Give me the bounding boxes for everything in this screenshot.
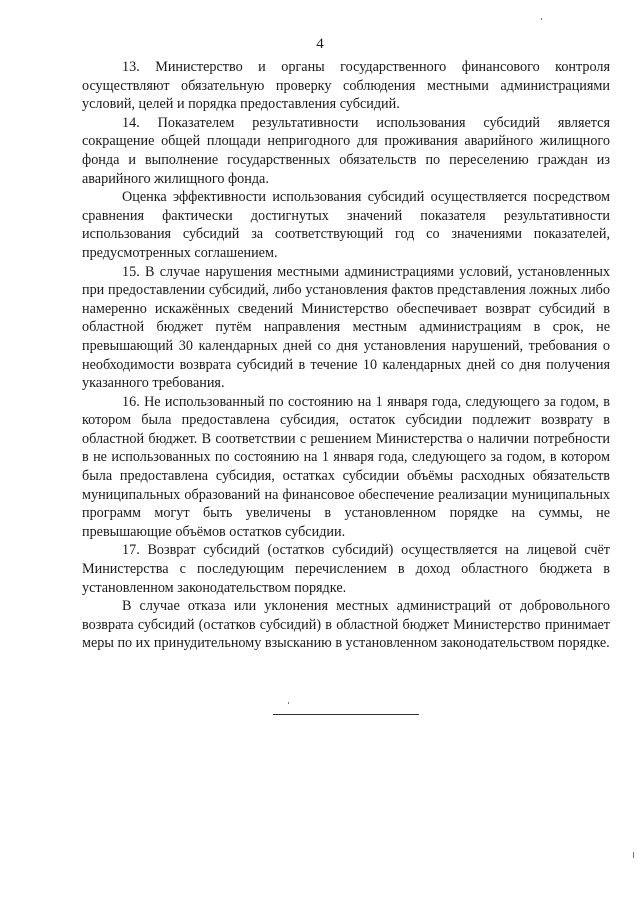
paragraph-evaluation: Оценка эффективности использования субсидий осуществляется посредством сравнения фактически достигнутых значений показателя результативности использования субсидий за соответствующий год со значениями показателей, предусмотренных соглашением. bbox=[82, 189, 610, 261]
closing-rule bbox=[273, 714, 419, 715]
scan-speck bbox=[633, 852, 634, 858]
paragraph-14: 14. Показателем результативности использования субсидий является сокращение общей площади непригодного для проживания аварийного жилищного фонда и выполнение государственных обязательств по переселению граждан из аварийного жилищного фонда. bbox=[82, 114, 610, 187]
paragraph-refusal: В случае отказа или уклонения местных администраций от добровольного возврата субсидий (остатков субсидий) в областной бюджет Министерство принимает меры по их принудительному взысканию в установленном законодательством порядке. bbox=[82, 598, 610, 652]
paragraph-13: 13. Министерство и органы государственного финансового контроля осуществляют обязательную проверку соблюдения местными администрациями условий, целей и порядка предоставления субсидий. bbox=[82, 59, 610, 113]
scan-speck bbox=[541, 18, 542, 20]
scan-speck bbox=[288, 702, 289, 704]
paragraph-17: 17. Возврат субсидий (остатков субсидий) осуществляется на лицевой счёт Министерства с последующим перечислением в доход областного бюджета в установленном законодательством порядке. bbox=[82, 542, 610, 596]
paragraph-16: 16. Не использованный по состоянию на 1 января года, следующего за годом, в котором была предоставлена субсидия, остаток субсидии подлежит возврату в областной бюджет. В соответствии с решением Министерства о наличии потребности в не использованных по состоянию на 1 января года, следующего за годом, в котором была предоставлена субсидия, остатках субсидии объёмы расходных обязательств муниципальных образований на финансовое обеспечение реализации муниципальных программ могут быть увеличены в установленном порядке на суммы, не превышающие объёмов остатков субсидии. bbox=[82, 393, 610, 540]
document-body bbox=[82, 58, 610, 653]
paragraph-15: 15. В случае нарушения местными администрациями условий, установленных при предоставлении субсидий, либо установления фактов представления ложных либо намеренно искажённых сведений Министерство обеспечивает возврат субсидий в областной бюджет путём направления местным администрациям в срок, не превышающий 30 календарных дней со дня установления нарушений, требования о необходимости возврата субсидий в течение 10 календарных дней со дня получения указанного требования. bbox=[82, 263, 610, 392]
page-number: 4 bbox=[316, 36, 324, 52]
